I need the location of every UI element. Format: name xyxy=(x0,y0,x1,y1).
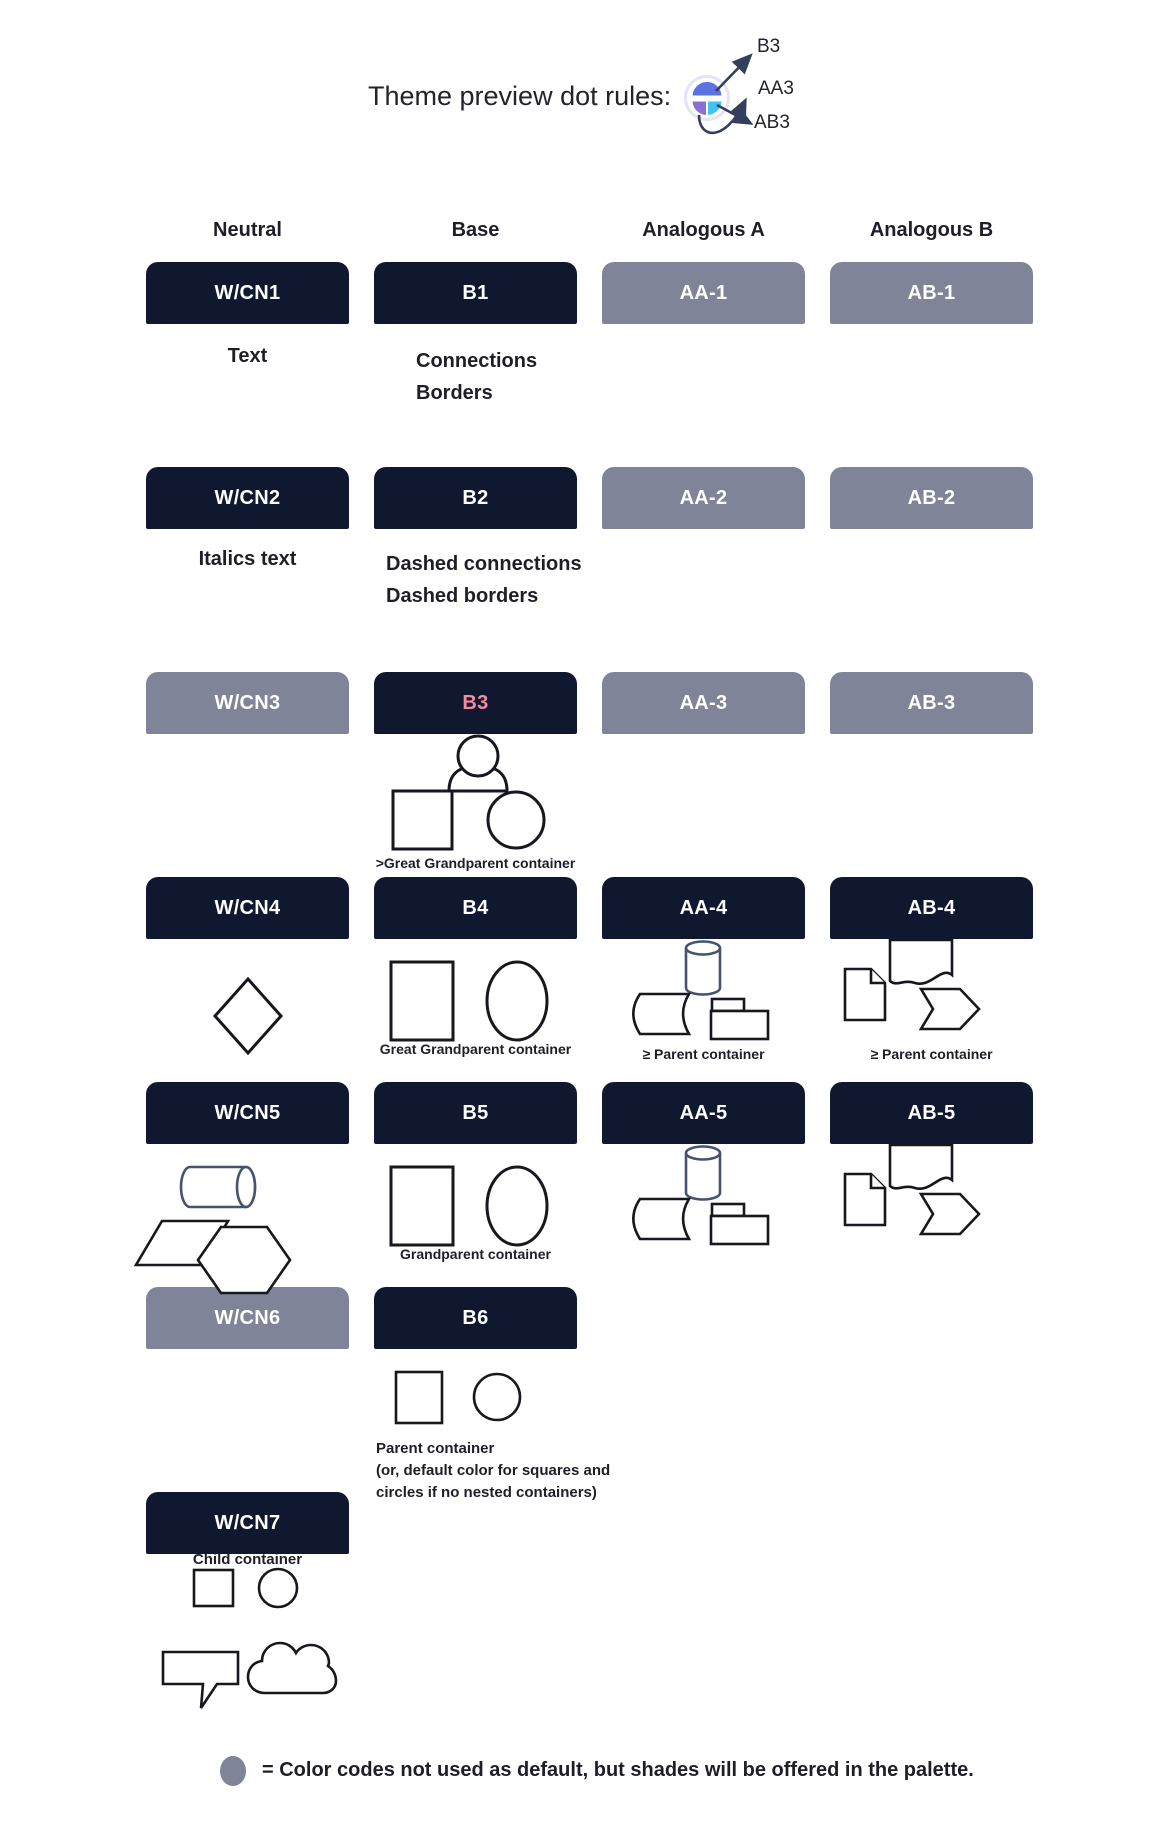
swatch-b1: B1 xyxy=(374,262,577,324)
note-great-grandparent: Great Grandparent container xyxy=(379,1041,572,1057)
swatch-aa5: AA-5 xyxy=(602,1082,805,1144)
b5-square-circle-icon xyxy=(391,1167,547,1245)
b6-square-circle-icon xyxy=(396,1372,520,1423)
note-connections: Connections xyxy=(416,350,538,372)
b4-square-circle-icon xyxy=(391,962,547,1040)
page-title: Theme preview dot rules: xyxy=(368,81,672,111)
ab4-documents-chevron-icon xyxy=(845,940,979,1029)
swatch-b5: B5 xyxy=(374,1082,577,1144)
swatch-ab4: AB-4 xyxy=(830,877,1033,939)
dot-label-aa3: AA3 xyxy=(758,78,794,99)
wcn5-cylinder-parallelogram-hexagon-icon xyxy=(136,1167,290,1293)
swatch-ab1: AB-1 xyxy=(830,262,1033,324)
column-header-analogous-b: Analogous B xyxy=(869,219,994,241)
arrow-to-b3 xyxy=(716,56,750,91)
swatch-b2: B2 xyxy=(374,467,577,529)
swatch-wcn1: W/CN1 xyxy=(146,262,349,324)
note-italics-text: Italics text xyxy=(198,548,297,570)
ab5-documents-chevron-icon xyxy=(845,1145,979,1234)
note-text: Text xyxy=(227,345,268,367)
swatch-aa4: AA-4 xyxy=(602,877,805,939)
swatch-ab3: AB-3 xyxy=(830,672,1033,734)
swatch-ab5: AB-5 xyxy=(830,1082,1033,1144)
column-header-analogous-a: Analogous A xyxy=(642,219,765,241)
swatch-wcn3: W/CN3 xyxy=(146,672,349,734)
b3-person-square-circle-icon xyxy=(393,736,544,849)
column-header-neutral: Neutral xyxy=(213,219,282,241)
dot-label-b3: B3 xyxy=(757,36,781,57)
dot-label-ab3: AB3 xyxy=(754,112,790,133)
theme-preview-dot-icon xyxy=(686,77,729,120)
swatch-wcn6: W/CN6 xyxy=(146,1287,349,1349)
swatch-b4: B4 xyxy=(374,877,577,939)
aa4-cylinder-panel-card-icon xyxy=(633,942,768,1040)
swatch-aa2: AA-2 xyxy=(602,467,805,529)
column-header-base: Base xyxy=(451,219,500,241)
swatch-aa3: AA-3 xyxy=(602,672,805,734)
note-dashed-connections: Dashed connections xyxy=(386,553,582,575)
swatch-ab2: AB-2 xyxy=(830,467,1033,529)
note-parent-line1: Parent container xyxy=(376,1440,495,1457)
note-dashed-borders: Dashed borders xyxy=(386,585,539,607)
note-grandparent: Grandparent container xyxy=(400,1246,551,1262)
swatch-b3: B3 xyxy=(374,672,577,734)
dot-rule-arrows xyxy=(699,56,750,133)
note-ge-parent-aa: ≥ Parent container xyxy=(642,1046,765,1062)
wcn4-diamond-icon xyxy=(215,979,281,1053)
wcn7-callout-cloud-icon xyxy=(163,1643,336,1708)
wcn7-square-circle-icon xyxy=(194,1569,297,1607)
swatch-wcn4: W/CN4 xyxy=(146,877,349,939)
aa5-cylinder-panel-card-icon xyxy=(633,1147,768,1245)
note-parent-line2: (or, default color for squares and xyxy=(376,1462,611,1479)
note-child-container: Child container xyxy=(192,1551,303,1568)
note-parent-line3: circles if no nested containers) xyxy=(376,1484,597,1501)
arrow-to-aa3 xyxy=(699,101,745,133)
legend-gray-dot-icon xyxy=(220,1756,246,1786)
swatch-wcn7: W/CN7 xyxy=(146,1492,349,1554)
swatch-aa1: AA-1 xyxy=(602,262,805,324)
swatch-wcn5: W/CN5 xyxy=(146,1082,349,1144)
note-ge-parent-ab: ≥ Parent container xyxy=(870,1046,993,1062)
note-gt-great-grandparent: >Great Grandparent container xyxy=(375,855,576,871)
swatch-b6: B6 xyxy=(374,1287,577,1349)
note-borders: Borders xyxy=(416,382,493,404)
swatch-wcn2: W/CN2 xyxy=(146,467,349,529)
arrow-to-ab3 xyxy=(717,105,750,123)
legend-text: = Color codes not used as default, but shades will be offered in the palette. xyxy=(262,1759,974,1781)
